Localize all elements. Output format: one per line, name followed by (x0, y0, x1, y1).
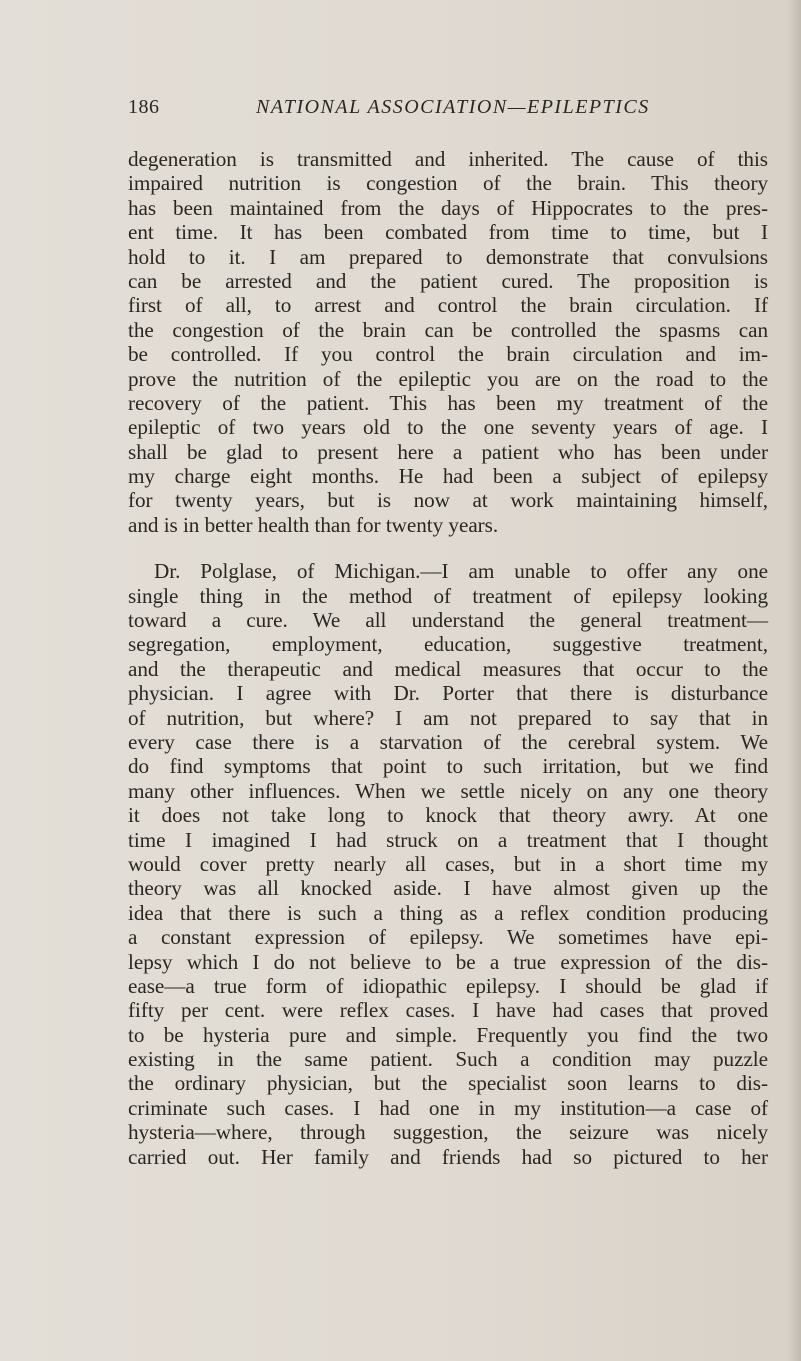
text-line: Dr. Polglase, of Michigan.—I am unable to offer any one (154, 559, 768, 584)
body-text (128, 147, 768, 1169)
paragraph-gap (128, 537, 768, 559)
text-line: ent time. It has been combated from time to time, but I (128, 220, 768, 245)
text-line: to be hysteria pure and simple. Frequently you find the two (128, 1022, 768, 1047)
text-line: do find symptoms that point to such irritation, but we find (128, 754, 768, 779)
text-line: carried out. Her family and friends had so pictured to her (128, 1144, 768, 1169)
text-line: epileptic of two years old to the one seventy years of age. I (128, 415, 768, 440)
text-line: of nutrition, but where? I am not prepared to say that in (128, 705, 768, 730)
text-line: and the therapeutic and medical measures that occur to the (128, 656, 768, 681)
text-line: the ordinary physician, but the specialist soon learns to dis- (128, 1071, 768, 1096)
text-line: fifty per cent. were reflex cases. I have had cases that proved (128, 998, 768, 1023)
text-line: it does not take long to knock that theory awry. At one (128, 803, 768, 828)
text-line: for twenty years, but is now at work maintaining himself, (128, 488, 768, 513)
text-line: impaired nutrition is congestion of the brain. This theory (128, 171, 768, 196)
text-line: criminate such cases. I had one in my institution—a case of (128, 1095, 768, 1120)
text-line: single thing in the method of treatment of epilepsy looking (128, 583, 768, 608)
text-line: ease—a true form of idiopathic epilepsy. I should be glad if (128, 973, 768, 998)
text-line: physician. I agree with Dr. Porter that there is disturbance (128, 681, 768, 706)
text-line: shall be glad to present here a patient who has been under (128, 439, 768, 464)
text-line: and is in better health than for twenty years. (128, 512, 499, 537)
text-line: every case there is a starvation of the cerebral system. We (128, 729, 768, 754)
text-line: has been maintained from the days of Hippocrates to the pres- (128, 195, 768, 220)
text-line: recovery of the patient. This has been my treatment of the (128, 390, 768, 415)
text-line: time I imagined I had struck on a treatment that I thought (128, 827, 768, 852)
text-line: would cover pretty nearly all cases, but in a short time my (128, 851, 768, 876)
text-line: degeneration is transmitted and inherited. The cause of this (128, 147, 768, 171)
text-line: hysteria—where, through suggestion, the seizure was nicely (128, 1120, 768, 1145)
text-line: can be arrested and the patient cured. The proposition is (128, 268, 768, 293)
paragraph-polglase-remarks (128, 559, 768, 1169)
text-line: prove the nutrition of the epileptic you are on the road to the (128, 366, 768, 391)
text-line: hold to it. I am prepared to demonstrate that convulsions (128, 244, 768, 269)
running-title: NATIONAL ASSOCIATION—EPILEPTICS (256, 96, 650, 118)
running-head (128, 96, 748, 126)
text-line: a constant expression of epilepsy. We sometimes have epi- (128, 925, 768, 950)
page-number: 186 (128, 96, 160, 118)
page-edge-shadow (787, 0, 801, 1361)
text-line: many other influences. When we settle nicely on any one theory (128, 778, 768, 803)
text-line: the congestion of the brain can be controlled the spasms can (128, 317, 768, 342)
text-line: existing in the same patient. Such a condition may puzzle (128, 1047, 768, 1072)
text-line: first of all, to arrest and control the brain circulation. If (128, 293, 768, 318)
text-line: my charge eight months. He had been a subject of epilepsy (128, 464, 768, 489)
text-line: be controlled. If you control the brain circulation and im- (128, 342, 768, 367)
text-line: toward a cure. We all understand the general treatment— (128, 608, 768, 633)
text-line: segregation, employment, education, suggestive treatment, (128, 632, 768, 657)
text-line: idea that there is such a thing as a reflex condition producing (128, 900, 768, 925)
text-line: theory was all knocked aside. I have almost given up the (128, 876, 768, 901)
paragraph-porter-remarks (128, 147, 768, 537)
text-line: lepsy which I do not believe to be a true expression of the dis- (128, 949, 768, 974)
